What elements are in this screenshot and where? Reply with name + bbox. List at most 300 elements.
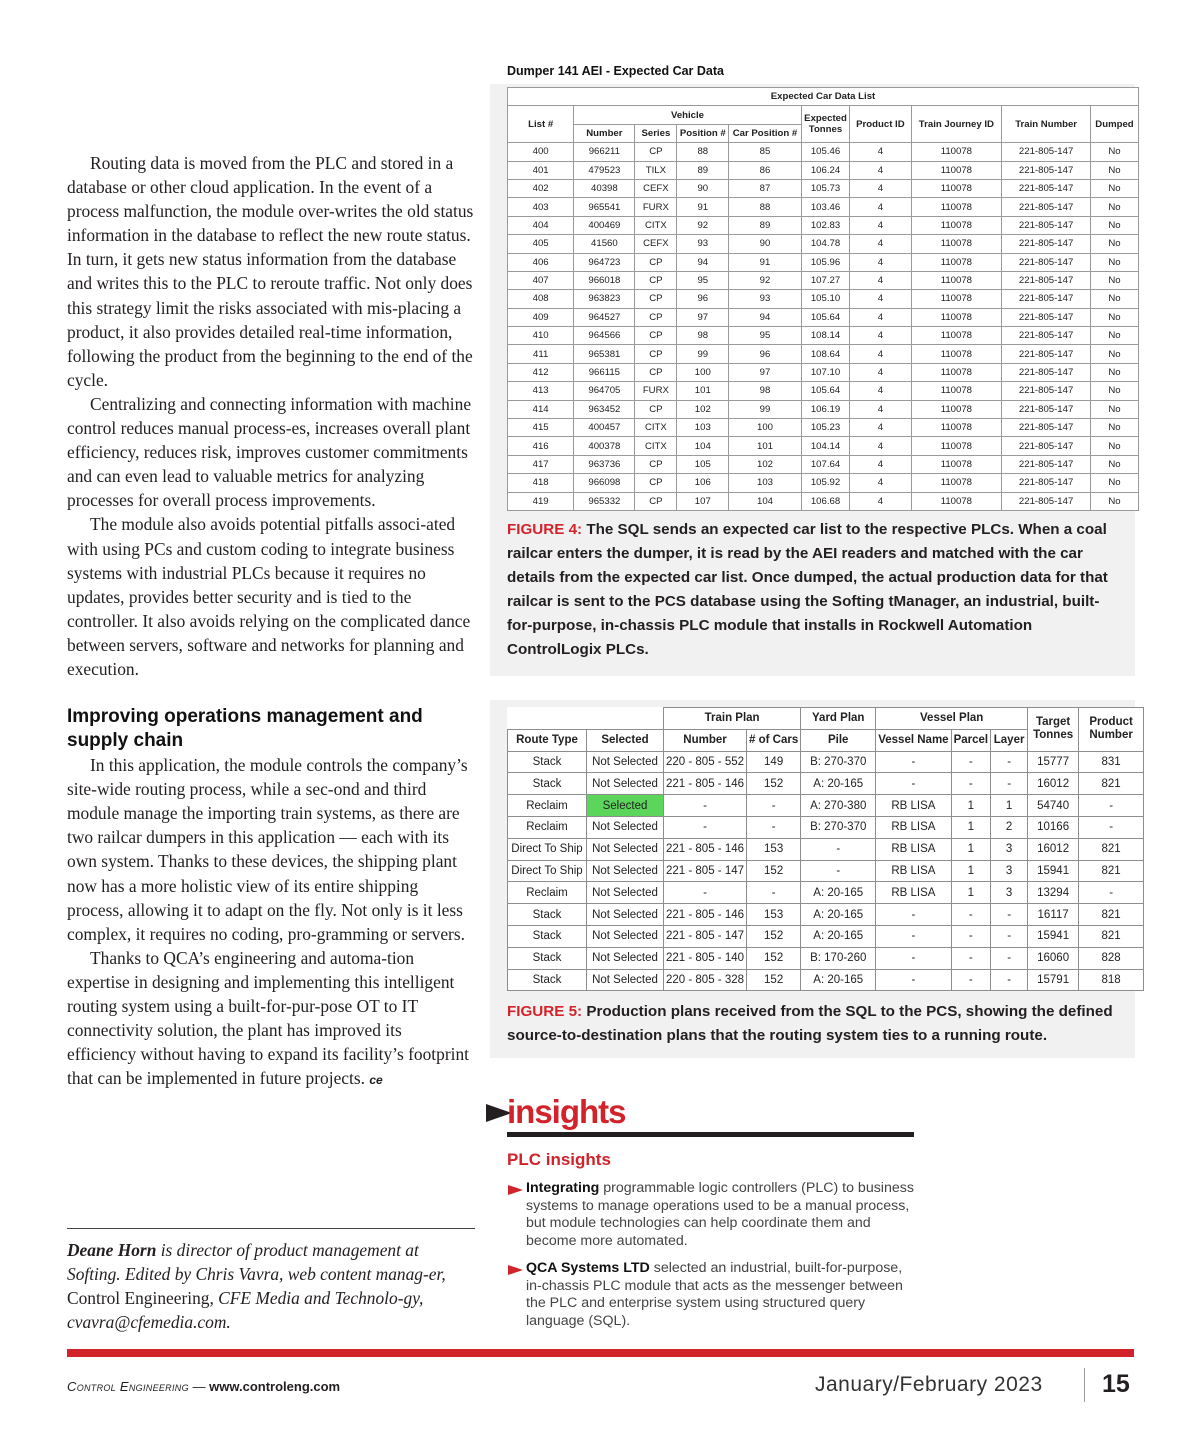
table-cell: 1: [951, 882, 991, 904]
table-cell: 221-805-147: [1002, 327, 1091, 345]
table-row: [508, 235, 1139, 253]
table-cell: 110078: [911, 308, 1002, 326]
footer-bar: [67, 1349, 1134, 1357]
table-cell: 1: [991, 795, 1028, 817]
table-cell: 91: [677, 198, 729, 216]
table-cell: 105.46: [801, 143, 850, 161]
column-header: Car Position #: [729, 124, 801, 142]
table-cell: RB LISA: [876, 816, 951, 838]
table-cell: No: [1090, 363, 1138, 381]
table-cell: 99: [677, 345, 729, 363]
table-cell: -: [991, 904, 1028, 926]
column-header: Product ID: [850, 106, 911, 143]
table-cell: 105.64: [801, 308, 850, 326]
table-cell: 966211: [574, 143, 635, 161]
author-bio: [67, 1238, 475, 1334]
table-cell: 104.14: [801, 437, 850, 455]
table-cell: 110078: [911, 455, 1002, 473]
table-cell: CITX: [635, 437, 677, 455]
table-cell: No: [1090, 143, 1138, 161]
table-cell: RB LISA: [876, 795, 951, 817]
table-cell: -: [951, 947, 991, 969]
table-cell: -: [747, 795, 801, 817]
table-row: [508, 860, 1144, 882]
table-cell: 98: [677, 327, 729, 345]
table-cell: B: 270-370: [801, 751, 876, 773]
table-cell: 221-805-147: [1002, 271, 1091, 289]
table-row: [508, 437, 1139, 455]
table-cell: 106: [677, 474, 729, 492]
column-group-header: Yard Plan: [801, 708, 876, 730]
table-cell: 4: [850, 437, 911, 455]
table-cell: 97: [677, 308, 729, 326]
table-cell: 221-805-147: [1002, 143, 1091, 161]
table-cell: 105: [677, 455, 729, 473]
website-link[interactable]: www.controleng.com: [209, 1379, 341, 1394]
table-cell: 963736: [574, 455, 635, 473]
table-cell: CP: [635, 474, 677, 492]
footer-divider: [1084, 1368, 1085, 1402]
insight-item: [508, 1260, 918, 1331]
table-row: [508, 216, 1139, 234]
table-cell: -: [991, 751, 1028, 773]
table-cell: Not Selected: [587, 860, 664, 882]
table-row: [508, 925, 1144, 947]
table-cell: 93: [729, 290, 801, 308]
table-row: [508, 773, 1144, 795]
table-cell: Not Selected: [587, 751, 664, 773]
column-group-header: Vehicle: [574, 106, 801, 124]
page-number: 15: [1102, 1370, 1130, 1398]
table-cell: 221-805-147: [1002, 455, 1091, 473]
table-cell: 105.10: [801, 290, 850, 308]
table-row: [508, 290, 1139, 308]
table-cell: -: [1079, 816, 1144, 838]
table-cell: 110078: [911, 198, 1002, 216]
table-cell: No: [1090, 474, 1138, 492]
table-cell: 221-805-147: [1002, 437, 1091, 455]
column-header: Layer: [991, 729, 1028, 751]
table-cell: 104: [677, 437, 729, 455]
column-header: Product Number: [1079, 708, 1144, 752]
table-cell: 106.68: [801, 492, 850, 510]
table-cell: 411: [508, 345, 574, 363]
table-cell: 221 - 805 - 146: [664, 904, 747, 926]
table-cell: No: [1090, 253, 1138, 271]
table-cell: 221-805-147: [1002, 308, 1091, 326]
table-cell: Stack: [508, 947, 587, 969]
column-header: Vessel Name: [876, 729, 951, 751]
table-row: [508, 400, 1139, 418]
table-cell: 4: [850, 419, 911, 437]
table-cell: -: [876, 969, 951, 991]
table-cell: Reclaim: [508, 816, 587, 838]
table-cell: CP: [635, 492, 677, 510]
column-header: Pile: [801, 729, 876, 751]
table-cell: 87: [729, 179, 801, 197]
table-cell: 92: [677, 216, 729, 234]
table-cell: -: [991, 969, 1028, 991]
table-cell: 100: [677, 363, 729, 381]
table-cell: 152: [747, 925, 801, 947]
table-cell: 16012: [1028, 773, 1079, 795]
table-cell: CEFX: [635, 235, 677, 253]
table-cell: 152: [747, 773, 801, 795]
table-cell: 110078: [911, 474, 1002, 492]
table-cell: CP: [635, 400, 677, 418]
table-cell: No: [1090, 179, 1138, 197]
table-cell: 105.73: [801, 179, 850, 197]
table-cell: Reclaim: [508, 882, 587, 904]
table-cell: 221-805-147: [1002, 179, 1091, 197]
table-cell: 89: [677, 161, 729, 179]
table-cell: 821: [1079, 904, 1144, 926]
table-cell: 221-805-147: [1002, 419, 1091, 437]
column-header: Number: [574, 124, 635, 142]
table-row: [508, 882, 1144, 904]
table-cell: CP: [635, 290, 677, 308]
table-cell: 221-805-147: [1002, 345, 1091, 363]
table-cell: 102: [729, 455, 801, 473]
column-header: Route Type: [508, 729, 587, 751]
table-cell: 110078: [911, 400, 1002, 418]
production-plans-table: [507, 707, 1144, 991]
table-cell: -: [664, 816, 747, 838]
section-heading: Improving operations management and supply chain: [67, 706, 423, 752]
table-cell: 107.64: [801, 455, 850, 473]
table-cell: 96: [677, 290, 729, 308]
caption-text: Production plans received from the SQL to the PCS, showing the defined source-to-destination plans that the routing system ties to a running route.: [507, 1003, 1113, 1044]
table-cell: -: [747, 882, 801, 904]
table-cell: 4: [850, 161, 911, 179]
table-row: [508, 795, 1144, 817]
article-body: [67, 151, 475, 1092]
table-cell: 4: [850, 290, 911, 308]
table-cell: 479523: [574, 161, 635, 179]
bullet-arrow-icon: [508, 1185, 523, 1195]
table-row: [508, 904, 1144, 926]
article-paragraph: The module also avoids potential pitfalls associ-ated with using PCs and custom coding to integrate business systems with industrial PLCs because it requires no updates, provides better security and is tied to the controller. It also avoids relying on the complicated dance between servers, software and networks for planning and execution.: [67, 514, 471, 679]
table-row: [508, 327, 1139, 345]
publication-name: Control Engineering: [67, 1379, 189, 1394]
table-cell: 94: [677, 253, 729, 271]
table-cell: 965332: [574, 492, 635, 510]
table-cell: 818: [1079, 969, 1144, 991]
table-body: [508, 751, 1144, 991]
table-cell: 400: [508, 143, 574, 161]
figure-4-caption: [507, 518, 1119, 662]
table-cell: 221-805-147: [1002, 363, 1091, 381]
column-header: Series: [635, 124, 677, 142]
table-cell: No: [1090, 419, 1138, 437]
table-cell: -: [951, 925, 991, 947]
table-cell: 16117: [1028, 904, 1079, 926]
bio-text: is director of product management at Softing. Edited by Chris Vavra, web content manag-er,: [67, 1240, 446, 1285]
table-cell: 3: [991, 860, 1028, 882]
article-paragraph: Routing data is moved from the PLC and stored in a database or other cloud application. In the event of a process malfunction, the module over-writes the old status information in the database to reflect the new route status. In turn, it gets new status information from the database and writes this to the PLC to reroute traffic. Not only does this strategy limit the risks associated with mis-placing a product, it also provides detailed real-time information, following the product from the beginning to the end of the cycle.: [67, 153, 474, 390]
author-name: Deane Horn: [67, 1240, 157, 1260]
table-cell: 964527: [574, 308, 635, 326]
table-cell: 105.92: [801, 474, 850, 492]
table-cell: 221 - 805 - 147: [664, 925, 747, 947]
table-cell: CP: [635, 345, 677, 363]
table-cell: 104.78: [801, 235, 850, 253]
footer-separator: —: [188, 1379, 210, 1394]
table-cell: 107.27: [801, 271, 850, 289]
table-cell: 1: [951, 838, 991, 860]
table-cell: 15791: [1028, 969, 1079, 991]
article-paragraph-text: Thanks to QCA’s engineering and automa-tion expertise in designing and implementing this intelligent routing system using a built-for-pur-pose OT to IT connectivity solution, the plant has improved its efficiency without having to expand its facility’s footprint that can be implemented in future projects.: [67, 947, 469, 1089]
table-cell: 221-805-147: [1002, 400, 1091, 418]
table-cell: Not Selected: [587, 838, 664, 860]
table-cell: 410: [508, 327, 574, 345]
table-cell: 93: [677, 235, 729, 253]
table-cell: No: [1090, 216, 1138, 234]
table-cell: 828: [1079, 947, 1144, 969]
table-cell: -: [664, 882, 747, 904]
table-cell: 221 - 805 - 140: [664, 947, 747, 969]
column-header: Parcel: [951, 729, 991, 751]
table-cell: 2: [991, 816, 1028, 838]
table-cell: Stack: [508, 773, 587, 795]
table-cell: 103: [729, 474, 801, 492]
table-cell: 406: [508, 253, 574, 271]
table-cell: -: [801, 838, 876, 860]
expected-car-data-table: [507, 87, 1139, 511]
column-header: Number: [664, 729, 747, 751]
insight-item: [508, 1180, 918, 1251]
table-cell: No: [1090, 492, 1138, 510]
table-cell: Stack: [508, 969, 587, 991]
table-cell: 4: [850, 179, 911, 197]
figure-4-title: Dumper 141 AEI - Expected Car Data: [507, 64, 724, 78]
table-cell: 221-805-147: [1002, 161, 1091, 179]
table-cell: Reclaim: [508, 795, 587, 817]
table-row: [508, 363, 1139, 381]
table-cell: 821: [1079, 838, 1144, 860]
insights-title: insights: [507, 1093, 626, 1130]
table-cell: -: [876, 925, 951, 947]
table-cell: Not Selected: [587, 947, 664, 969]
table-cell: 94: [729, 308, 801, 326]
table-cell: -: [876, 947, 951, 969]
table-cell: 106.24: [801, 161, 850, 179]
table-cell: CP: [635, 253, 677, 271]
table-cell: CP: [635, 327, 677, 345]
table-row: [508, 198, 1139, 216]
table-cell: 110078: [911, 161, 1002, 179]
table-title: Expected Car Data List: [508, 88, 1139, 106]
table-cell: TILX: [635, 161, 677, 179]
column-header: Expected Tonnes: [801, 106, 850, 143]
table-cell: No: [1090, 327, 1138, 345]
table-cell: 221-805-147: [1002, 290, 1091, 308]
table-cell: 110078: [911, 363, 1002, 381]
table-cell: -: [876, 751, 951, 773]
table-cell: 400457: [574, 419, 635, 437]
column-group-header: Train Plan: [664, 708, 801, 730]
table-cell: Stack: [508, 751, 587, 773]
table-cell: CP: [635, 308, 677, 326]
table-cell: 110078: [911, 179, 1002, 197]
column-header: # of Cars: [747, 729, 801, 751]
footer-publication-line: [67, 1379, 340, 1394]
table-cell: Direct To Ship: [508, 860, 587, 882]
table-cell: 221 - 805 - 146: [664, 838, 747, 860]
table-cell: 90: [729, 235, 801, 253]
insight-body: selected an industrial, built-for-purpose, in-chassis PLC module that acts as the messenger between the PLC and enterprise system using structured query language (SQL).: [526, 1260, 903, 1330]
table-cell: No: [1090, 437, 1138, 455]
table-cell: 95: [729, 327, 801, 345]
insight-text: [526, 1180, 918, 1251]
table-cell: 964705: [574, 382, 635, 400]
table-cell: 91: [729, 253, 801, 271]
table-cell: 100: [729, 419, 801, 437]
table-cell: -: [991, 925, 1028, 947]
table-cell: 412: [508, 363, 574, 381]
table-cell: -: [951, 904, 991, 926]
table-cell: 98: [729, 382, 801, 400]
table-cell: 402: [508, 179, 574, 197]
column-header: List #: [508, 106, 574, 143]
end-mark: ce: [369, 1073, 383, 1088]
table-cell: 4: [850, 455, 911, 473]
table-cell: 4: [850, 235, 911, 253]
table-cell: 414: [508, 400, 574, 418]
table-cell: 221-805-147: [1002, 474, 1091, 492]
table-row: [508, 271, 1139, 289]
table-cell: 221-805-147: [1002, 492, 1091, 510]
insight-text: [526, 1260, 918, 1331]
insights-subtitle: PLC insights: [507, 1150, 611, 1169]
table-cell: -: [951, 773, 991, 795]
caption-text: The SQL sends an expected car list to the respective PLCs. When a coal railcar enters the dumper, it is read by the AEI readers and matched with the car details from the expected car list. Once dumped, the actual production data for that railcar is sent to the PCS database using the Softing tManager, an industrial, built-for-purpose, in-chassis PLC module that installs in Rockwell Automation ControlLogix PLCs.: [507, 521, 1108, 658]
table-cell: 964723: [574, 253, 635, 271]
table-cell: 3: [991, 838, 1028, 860]
table-cell: 220 - 805 - 328: [664, 969, 747, 991]
table-cell: 400378: [574, 437, 635, 455]
table-row: [508, 947, 1144, 969]
table-cell: RB LISA: [876, 838, 951, 860]
table-cell: 405: [508, 235, 574, 253]
column-header: Dumped: [1090, 106, 1138, 143]
table-cell: 88: [729, 198, 801, 216]
table-cell: No: [1090, 290, 1138, 308]
table-cell: 221-805-147: [1002, 235, 1091, 253]
table-row: [508, 308, 1139, 326]
table-cell: -: [951, 969, 991, 991]
table-cell: 110078: [911, 216, 1002, 234]
table-cell: CITX: [635, 216, 677, 234]
table-cell: Not Selected: [587, 904, 664, 926]
table-cell: Stack: [508, 925, 587, 947]
table-cell: 415: [508, 419, 574, 437]
table-cell: 965541: [574, 198, 635, 216]
table-cell: 149: [747, 751, 801, 773]
table-cell: Not Selected: [587, 773, 664, 795]
table-cell: A: 20-165: [801, 925, 876, 947]
table-row: [508, 345, 1139, 363]
table-cell: 85: [729, 143, 801, 161]
table-cell: 966018: [574, 271, 635, 289]
table-cell: -: [747, 816, 801, 838]
table-cell: 107.10: [801, 363, 850, 381]
table-cell: Not Selected: [587, 969, 664, 991]
table-cell: 101: [677, 382, 729, 400]
table-cell: 110078: [911, 290, 1002, 308]
table-cell: 110078: [911, 253, 1002, 271]
table-cell: 963452: [574, 400, 635, 418]
table-cell: 103.46: [801, 198, 850, 216]
column-header: Train Number: [1002, 106, 1091, 143]
table-cell: 3: [991, 882, 1028, 904]
table-cell: 418: [508, 474, 574, 492]
table-cell: 221-805-147: [1002, 382, 1091, 400]
table-cell: No: [1090, 271, 1138, 289]
table-row: [508, 419, 1139, 437]
table-row: [508, 253, 1139, 271]
table-cell: 97: [729, 363, 801, 381]
table-cell: 221 - 805 - 147: [664, 860, 747, 882]
table-cell: 221-805-147: [1002, 198, 1091, 216]
table-cell: CP: [635, 143, 677, 161]
table-cell: A: 20-165: [801, 882, 876, 904]
table-cell: Not Selected: [587, 925, 664, 947]
table-cell: 966098: [574, 474, 635, 492]
table-cell: 152: [747, 947, 801, 969]
table-cell: 15941: [1028, 860, 1079, 882]
table-cell: CP: [635, 363, 677, 381]
table-cell: 104: [729, 492, 801, 510]
table-cell: 4: [850, 308, 911, 326]
bio-publication: Control Engineering: [67, 1288, 210, 1309]
table-row: [508, 838, 1144, 860]
table-cell: 4: [850, 198, 911, 216]
table-cell: 153: [747, 904, 801, 926]
table-row: [508, 492, 1139, 510]
table-cell: 221-805-147: [1002, 253, 1091, 271]
table-cell: 15941: [1028, 925, 1079, 947]
table-cell: 103: [677, 419, 729, 437]
table-cell: 92: [729, 271, 801, 289]
table-row: [508, 969, 1144, 991]
table-cell: 1: [951, 860, 991, 882]
table-cell: 4: [850, 327, 911, 345]
header-spacer: [508, 708, 664, 730]
table-cell: Direct To Ship: [508, 838, 587, 860]
table-cell: 88: [677, 143, 729, 161]
table-cell: 416: [508, 437, 574, 455]
insights-rule: [507, 1132, 914, 1137]
table-cell: 404: [508, 216, 574, 234]
table-cell: RB LISA: [876, 882, 951, 904]
table-cell: 4: [850, 271, 911, 289]
article-paragraph: [67, 946, 475, 1093]
table-cell: -: [801, 860, 876, 882]
table-cell: No: [1090, 161, 1138, 179]
table-cell: 221 - 805 - 146: [664, 773, 747, 795]
table-cell: 13294: [1028, 882, 1079, 904]
table-cell: 408: [508, 290, 574, 308]
table-cell: 4: [850, 345, 911, 363]
table-cell: 110078: [911, 271, 1002, 289]
table-cell: 4: [850, 216, 911, 234]
table-cell: 101: [729, 437, 801, 455]
table-cell: 16012: [1028, 838, 1079, 860]
table-cell: 152: [747, 969, 801, 991]
table-cell: 110078: [911, 143, 1002, 161]
table-body: [508, 143, 1139, 511]
